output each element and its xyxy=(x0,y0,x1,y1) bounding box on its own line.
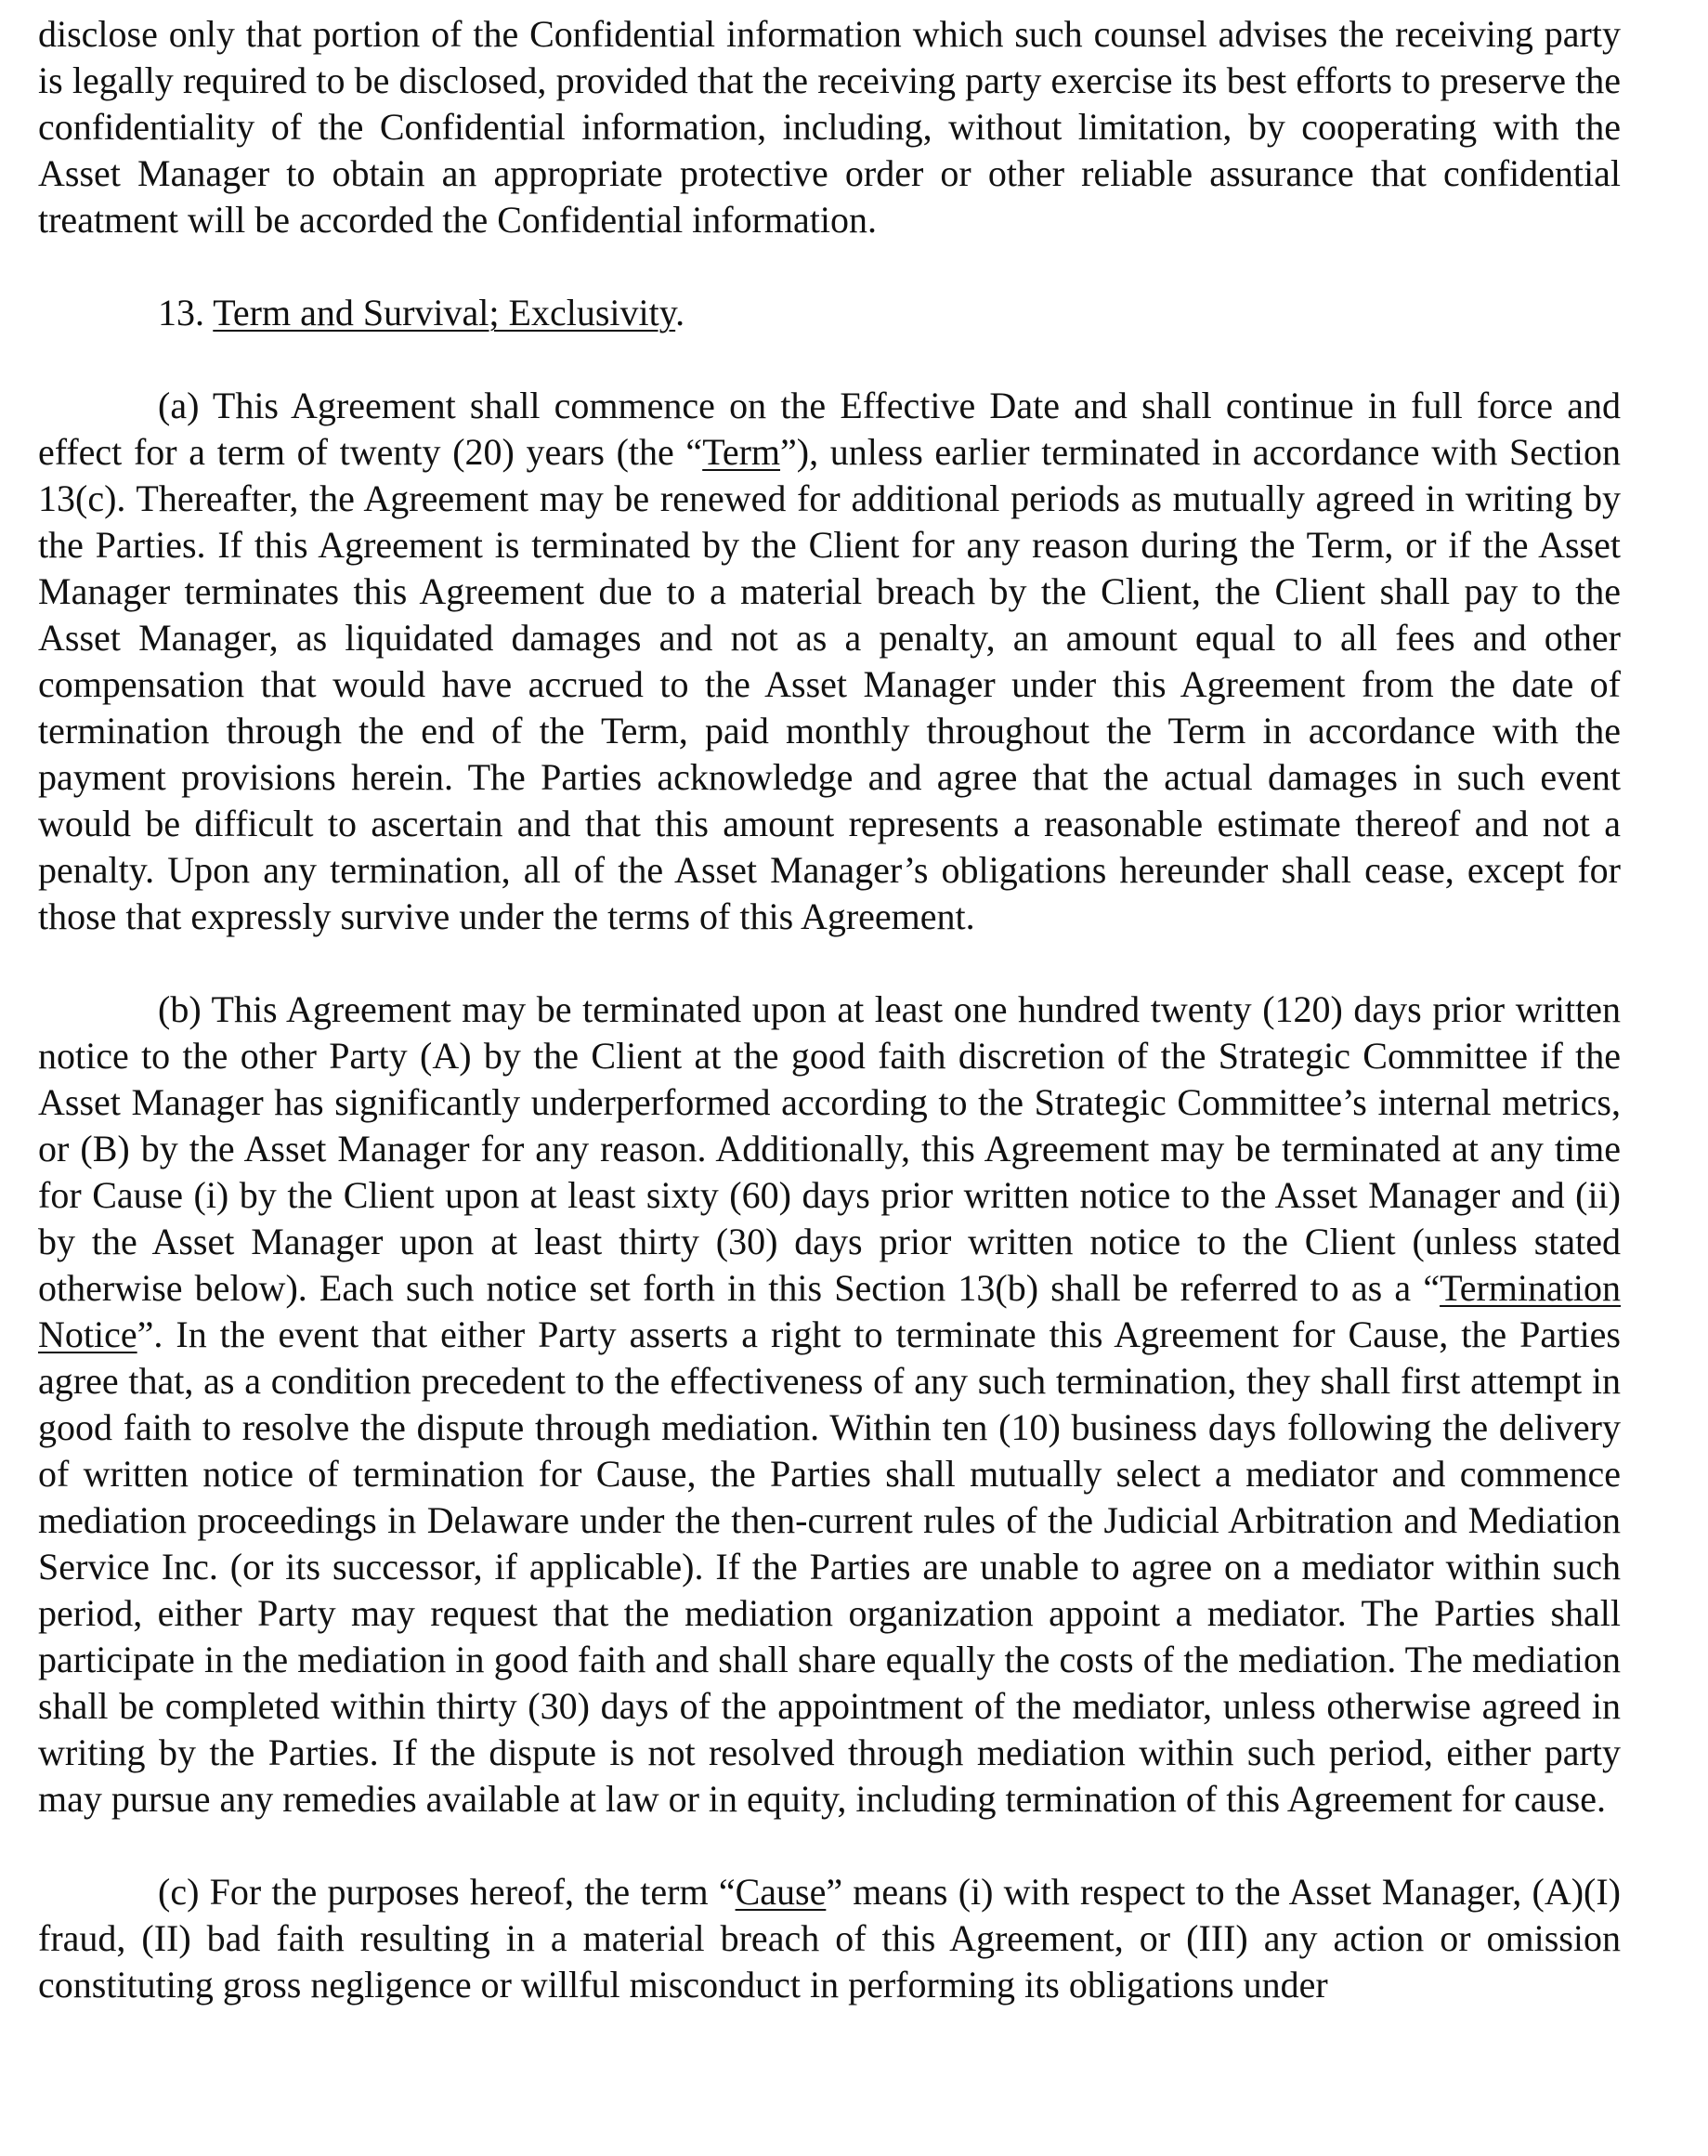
section-title-period: . xyxy=(675,292,685,333)
paragraph-spacer xyxy=(38,940,1621,987)
paragraph-spacer xyxy=(38,336,1621,383)
paragraph-13a-text-1: (a) This Agreement shall commence on the Effective Date and shall continue in full force and effect for a term of twenty (20) years (the “ xyxy=(38,385,1621,473)
document-page xyxy=(38,11,1621,2008)
paragraph-13b-text-1: (b) This Agreement may be terminated upon at least one hundred twenty (120) days prior written notice to the other Party (A) by the Client at the good faith discretion of the Strategic Committee if the Asset Manager has significantly underperformed according to the Strategic Committee’s internal metrics, or (B) by the Asset Manager for any reason. Additionally, this Agreement may be terminated at any time for Cause (i) by the Client upon at least sixty (60) days prior written notice to the Asset Manager and (ii) by the Asset Manager upon at least thirty (30) days prior written notice to the Client (unless stated otherwise below). Each such notice set forth in this Section 13(b) shall be referred to as a “ xyxy=(38,988,1621,1309)
paragraph-13c-text-1: (c) For the purposes hereof, the term “ xyxy=(158,1871,736,1913)
paragraph-13b-text-2: ”. In the event that either Party asserts a right to terminate this Agreement for Cause, the Parties agree that, as a condition precedent to the effectiveness of any such termination, they shall first attempt in good faith to resolve the dispute through mediation. Within ten (10) business days following the delivery of written notice of termination for Cause, the Parties shall mutually select a mediator and commence mediation proceedings in Delaware under the then-current rules of the Judicial Arbitration and Mediation Service Inc. (or its successor, if applicable). If the Parties are unable to agree on a mediator within such period, either Party may request that the mediation organization appoint a mediator. The Parties shall participate in the mediation in good faith and shall share equally the costs of the mediation. The mediation shall be completed within thirty (30) days of the appointment of the mediator, unless otherwise agreed in writing by the Parties. If the dispute is not resolved through mediation within such period, either party may pursue any remedies available at law or in equity, including termination of this Agreement for cause. xyxy=(38,1313,1621,1820)
section-heading xyxy=(38,290,1621,336)
paragraph-13c xyxy=(38,1869,1621,2008)
section-number: 13. xyxy=(158,292,214,333)
paragraph-spacer xyxy=(38,1823,1621,1869)
paragraph-13b xyxy=(38,987,1621,1823)
paragraph-13a xyxy=(38,383,1621,940)
defined-term-cause: Cause xyxy=(735,1871,827,1913)
carryover-paragraph: disclose only that portion of the Confidential information which such counsel advises the receiving party is legally required to be disclosed, provided that the receiving party exercise its best efforts to preserve the confidentiality of the Confidential information, including, without limitation, by cooperating with the Asset Manager to obtain an appropriate protective order or other reliable assurance that confidential treatment will be accorded the Confidential information. xyxy=(38,13,1621,241)
paragraph-spacer xyxy=(38,243,1621,290)
paragraph-13a-text-2: ”), unless earlier terminated in accordance with Section 13(c). Thereafter, the Agreement may be renewed for additional periods as mutually agreed in writing by the Parties. If this Agreement is terminated by the Client for any reason during the Term, or if the Asset Manager terminates this Agreement due to a material breach by the Client, the Client shall pay to the Asset Manager, as liquidated damages and not as a penalty, an amount equal to all fees and other compensation that would have accrued to the Asset Manager under this Agreement from the date of termination through the end of the Term, paid monthly throughout the Term in accordance with the payment provisions herein. The Parties acknowledge and agree that the actual damages in such event would be difficult to ascertain and that this amount represents a reasonable estimate thereof and not a penalty. Upon any termination, all of the Asset Manager’s obligations hereunder shall cease, except for those that expressly survive under the terms of this Agreement. xyxy=(38,431,1621,937)
section-title: Term and Survival; Exclusivity xyxy=(213,292,676,333)
defined-term-term: Term xyxy=(702,431,781,473)
paragraph-13c-text-2: ” means (i) with respect to the Asset Manager, (A)(I) fraud, (II) bad faith resulting in a material breach of this Agreement, or (III) any action or omission constituting gross negligence or willful misconduct in performing its obligations under xyxy=(38,1871,1621,2006)
defined-term-termination-notice: Termination Notice xyxy=(38,1267,1621,1355)
